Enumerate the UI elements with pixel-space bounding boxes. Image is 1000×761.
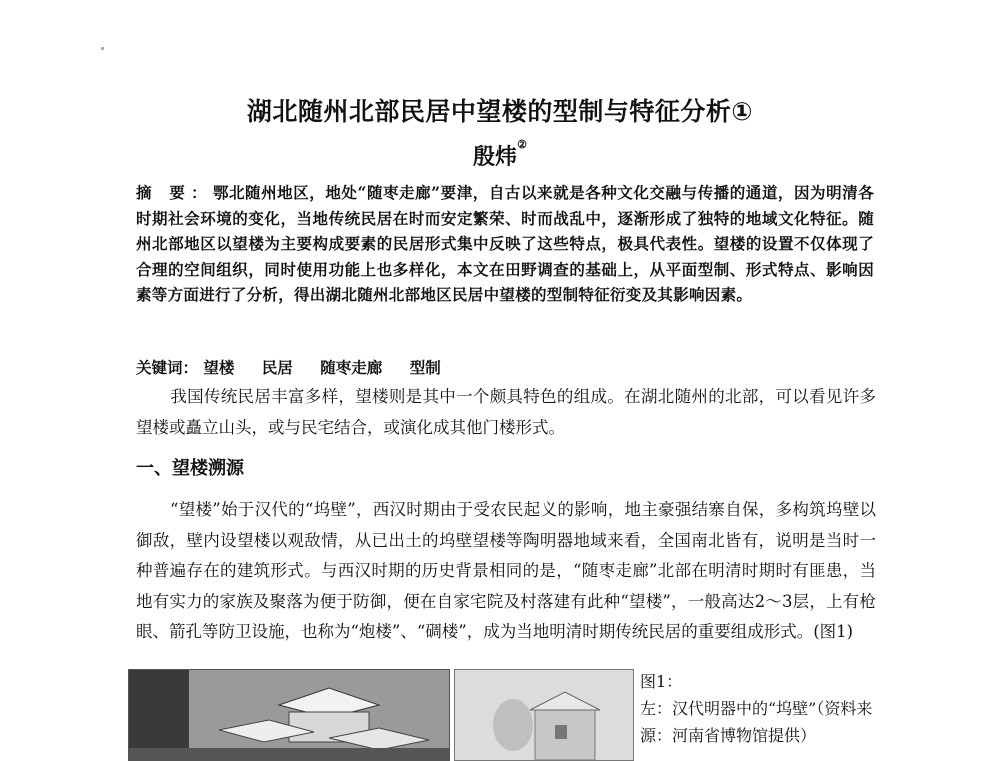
scan-speck — [101, 47, 104, 50]
figure-caption-text: 左：汉代明器中的“坞壁”（资料来源：河南省博物馆提供） — [640, 699, 873, 745]
figure-photo-right — [454, 669, 634, 761]
figure-label: 图1： — [640, 672, 683, 691]
author-footnote-mark: ② — [517, 138, 527, 151]
figure-photo-left — [128, 669, 450, 761]
author-line — [0, 140, 1000, 171]
keyword: 随枣走廊 — [320, 358, 383, 377]
keyword: 望楼 — [203, 358, 235, 377]
keywords — [136, 356, 463, 378]
abstract-label: 摘 要： — [136, 183, 213, 202]
pottery-tower-photo — [455, 670, 633, 760]
intro-paragraph — [136, 382, 876, 443]
intro-paragraph-text: 我国传统民居丰富多样，望楼则是其中一个颇具特色的组成。在湖北随州的北部，可以看见许多望楼或矗立山头，或与民宅结合，或演化成其他门楼形式。 — [136, 387, 876, 437]
section-paragraph-text: “望楼”始于汉代的“坞壁”，西汉时期由于受农民起义的影响，地主豪强结寨自保，多构筑坞壁以御敌，壁内设望楼以观敌情，从已出土的坞壁望楼等陶明器地域来看，全国南北皆有，说明是当时一种普遍存在的建筑形式。与西汉时期的历史背景相同的是，“随枣走廊”北部在明清时期时有匪患，当地有实力的家族及聚落为便于防御，便在自家宅院及村落建有此种“望楼”，一般高达2～3层，上有枪眼、箭孔等防卫设施，也称为“炮楼”、“碉楼”，成为当地明清时期传统民居的重要组成形式。(图1) — [136, 500, 876, 641]
section-heading: 一、望楼溯源 — [136, 458, 244, 479]
section-paragraph — [136, 495, 876, 648]
keywords-label: 关键词： — [136, 358, 199, 377]
author-name: 殷炜 — [473, 144, 518, 170]
abstract-text: 鄂北随州地区，地处“随枣走廊”要津，自古以来就是各种文化交融与传播的通道，因为明清各时期社会环境的变化，当地传统民居在时而安定繁荣、时而战乱中，逐渐形成了独特的地域文化特征。随州北部地区以望楼为主要构成要素的民居形式集中反映了这些特点，极具代表性。望楼的设置不仅体现了合理的空间组织，同时使用功能上也多样化，本文在田野调查的基础上，从平面型制、形式特点、影响因素等方面进行了分析，得出湖北随州北部地区民居中望楼的型制特征衍变及其影响因素。 — [136, 183, 874, 304]
figure-caption — [640, 668, 880, 749]
keyword: 民居 — [261, 358, 293, 377]
article-title: 湖北随州北部民居中望楼的型制与特征分析① — [246, 97, 754, 126]
wubi-model-photo — [129, 670, 449, 760]
abstract — [136, 180, 874, 308]
keyword: 型制 — [409, 358, 441, 377]
